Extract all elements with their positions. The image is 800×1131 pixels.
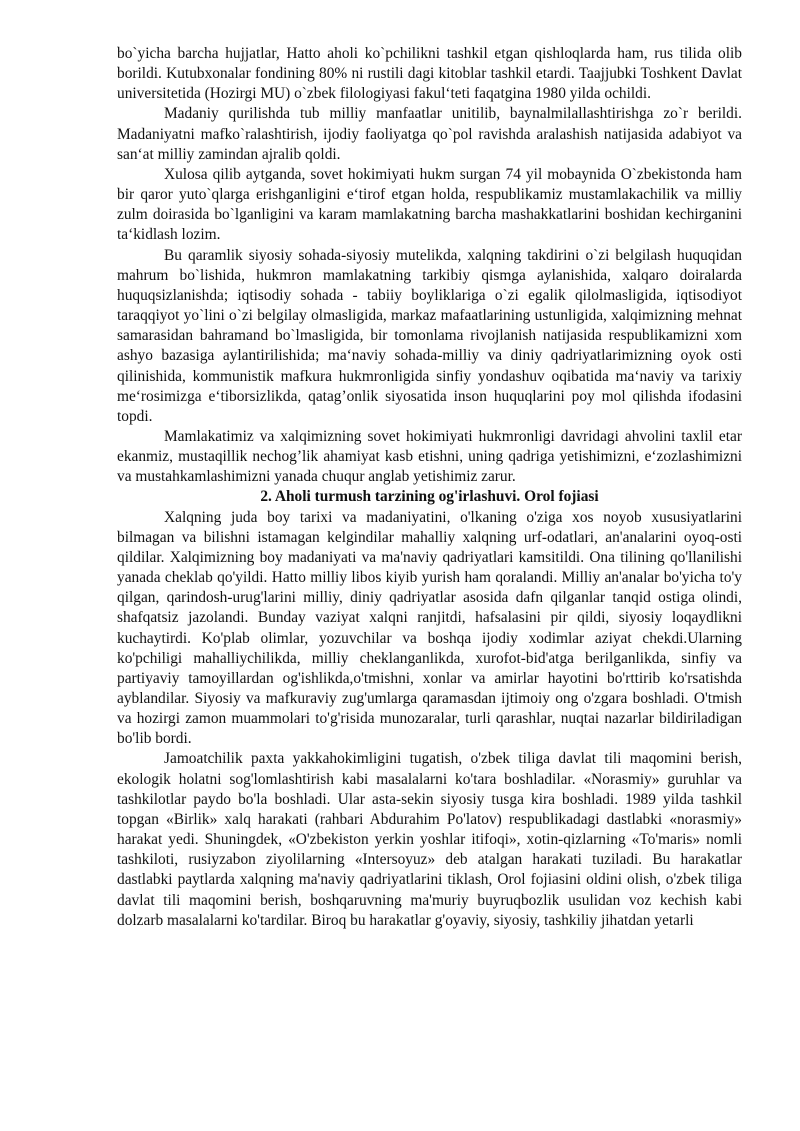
paragraph-cultural-construction: Madaniy qurilishda tub milliy manfaatlar unitilib, baynalmilallashtirishga zo`r berildi. Madaniyatni mafko`ralashtirish, ijodiy faoliyatga qo`pol ravishda aralashish natijasida adabiyot va san‘at milliy zamindan ajralib qoldi.	[117, 105, 742, 163]
paragraph-conclusion: Xulosa qilib aytganda, sovet hokimiyati hukm surgan 74 yil mobaynida O`zbekistonda ham bir qaror yuto`qlarga erishganligini e‘tirof etgan holda, respublikamiz mustamlakachilik va milliy zulm doirasida bo`lganligini va karam mamlakatning barcha mashakkatlarini boshidan kechirganini ta‘kidlash lozim.	[117, 165, 742, 244]
section-heading: 2. Aholi turmush tarzining og'irlashuvi. Orol fojiasi	[260, 488, 599, 506]
paragraph-continuation: bo`yicha barcha hujjatlar, Hatto aholi ko`pchilikni tashkil etgan qishloqlarda ham, rus tilida olib borildi. Kutubxonalar fondining 80% ni rustili dagi kitoblar tashkil etardi. Taajjubki Toshkent Davlat universitetida (Hozirgi MU) o`zbek filologiyasi fakul‘teti faqatgina 1980 yilda ochildi.	[117, 45, 742, 103]
paragraph-dependency: Bu qaramlik siyosiy sohada-siyosiy mutelikda, xalqning takdirini o`zi belgilash huquqidan mahrum bo`lishida, hukmron mamlakatning tarkibiy qismga aylanishida, xalqaro doiralarda huquqsizlanishda; iqtisodiy sohada - tabiiy boyliklariga o`zi egalik qilolmasligida, iqtisodiyot taraqqiyot yo`lini o`zi belgilay olmasligida, markaz mafaatlarining ustunligida, xalqimizning mehnat samarasidan bahramand bo`lmasligida, bir tomonlama rivojlanish natijasida respublikamizni xom ashyo bazasiga aylantirilishida; ma‘naviy sohada-milliy va diniy qadriyatlarimizning oyok osti qilinishida, kommunistik mafkura hukmronligida sinfiy yondashuv oqibatida ma‘naviy va tarixiy me‘rosimizga e‘tiborsizlikda, qatag’onlik siyosatida inson huquqlarini poy mol qilishda ifodasini topdi.	[117, 246, 742, 425]
paragraph-public-movements: Jamoatchilik paxta yakkahokimligini tugatish, o'zbek tiliga davlat tili maqomini berish, ekologik holatni sog'lomlashtirish kabi masalalarni ko'tara boshladilar. «Norasmiy» guruhlar va tashkilotlar paydo bo'la boshladi. Ular asta-sekin siyosiy tusga kira boshladi. 1989 yilda tashkil topgan «Birlik» xalq harakati (rahbari Abdurahim Po'latov) respublikadagi dastlabki «norasmiy» harakat yedi. Shuningdek, «O'zbekiston yerkin yoshlar itifoqi», xotin-qizlarning «To'maris» nomli tashkiloti, rusiyzabon ziyolilarning «Intersoyuz» deb atalgan harakati tuziladi. Bu harakatlar dastlabki paytlarda xalqning ma'naviy qadriyatlarini tiklash, Orol fojiasini oldini olish, o'zbek tiliga davlat tili maqomini berish, boshqaruvning ma'muriy buyruqbozlik usulidan voz kechish kabi dolzarb masalalarni ko'tardilar. Biroq bu harakatlar g'oyaviy, siyosiy, tashkiliy jihatdan yetarli	[117, 750, 742, 929]
paragraph-analysis: Mamlakatimiz va xalqimizning sovet hokimiyati hukmronligi davridagi ahvolini taxlil etar ekanmiz, mustaqillik nechog’lik ahamiyat kasb etishni, uning qadriga yetishimizni, e‘zozlashimizni va mustahkamlashimizni yanada chuqur anglab yetishimiz zarur.	[117, 427, 742, 486]
paragraph-people-history: Xalqning juda boy tarixi va madaniyatini, o'lkaning o'ziga xos noyob xususiyatlarini bilmagan va bilishni istamagan kelgindilar mahalliy xalqning urf-odatlari, an'analarini oyoq-osti qildilar. Xalqimizning boy madaniyati va ma'naviy qadriyatlari kamsitildi. Ona tilining qo'llanilishi yanada cheklab qo'yildi. Hatto milliy libos kiyib yurish ham qoralandi. Milliy an'analar bo'yicha to'y qilgan, qarindosh-urug'larini milliy, diniy qadriyatlar asosida dafn qilganlar tanqid ostiga olindi, shafqatsiz jazolandi. Bunday vaziyat xalqni ranjitdi, hafsalasini pir qildi, siyosiy loqaydlikni kuchaytirdi. Ko'plab olimlar, yozuvchilar va boshqa ijodiy xodimlar aziyat chekdi.Ularning ko'pchiligi mahalliychilikda, milliy cheklanganlikda, xurofot-bid'atga berilganlikda, sinfiy va partiyaviy tamoyillardan og'ishlikda,o'tmishni, xonlar va amirlar hayotini bo'rttirib ko'rsatishda ayblandilar. Siyosiy va mafkuraviy zug'umlarga qaramasdan ijtimoiy ong o'zgara boshladi. O'tmish va hozirgi zamon muammolari to'g'risida munozaralar, turli qarashlar, nuqtai nazarlar bildiriladigan bo'lib bordi.	[117, 508, 742, 748]
